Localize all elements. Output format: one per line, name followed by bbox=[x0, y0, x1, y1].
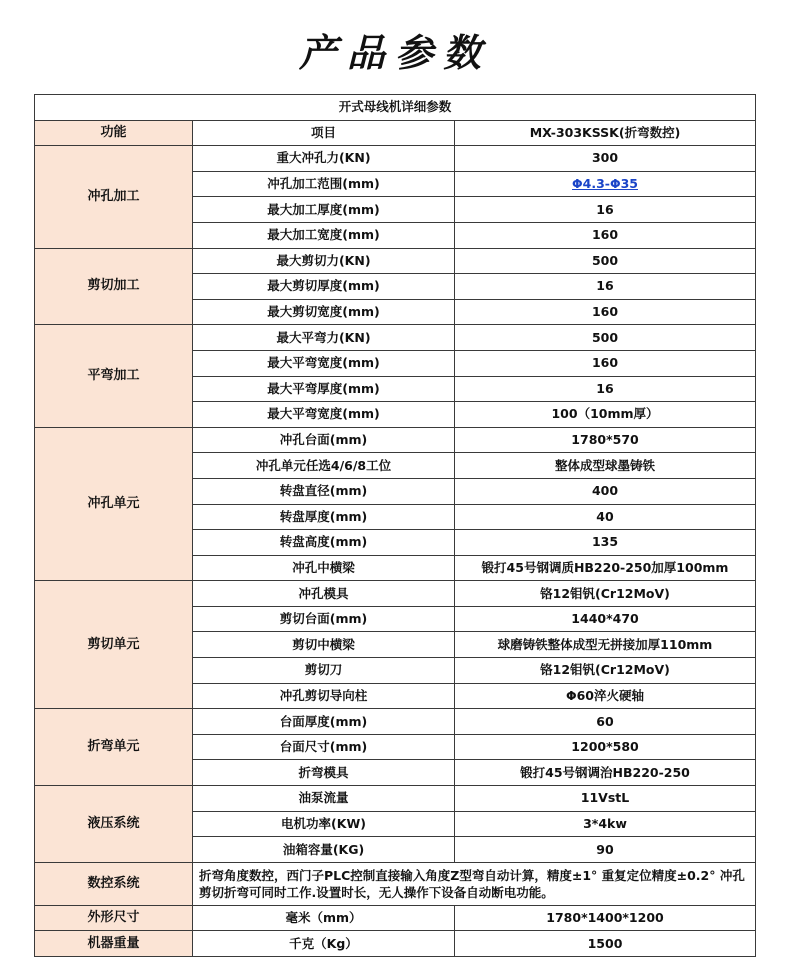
spec-value: 400 bbox=[455, 478, 756, 504]
spec-value: 500 bbox=[455, 248, 756, 274]
weight-row bbox=[35, 931, 756, 957]
cnc-row bbox=[35, 862, 756, 905]
spec-item: 最大剪切厚度(mm) bbox=[193, 274, 455, 300]
spec-item: 转盘厚度(mm) bbox=[193, 504, 455, 530]
spec-item: 冲孔模具 bbox=[193, 581, 455, 607]
spec-item: 最大剪切宽度(mm) bbox=[193, 299, 455, 325]
dimensions-value: 1780*1400*1200 bbox=[455, 905, 756, 931]
spec-value: 锻打45号钢调治HB220-250 bbox=[455, 760, 756, 786]
spec-item: 油泵流量 bbox=[193, 786, 455, 812]
group-label-dimensions: 外形尺寸 bbox=[35, 905, 193, 931]
spec-item: 冲孔单元任选4/6/8工位 bbox=[193, 453, 455, 479]
spec-value: 3*4kw bbox=[455, 811, 756, 837]
group-label: 冲孔加工 bbox=[35, 146, 193, 248]
table-row bbox=[35, 427, 756, 453]
column-header-function: 功能 bbox=[35, 120, 193, 146]
cnc-description: 折弯角度数控，西门子PLC控制直接输入角度Z型弯自动计算，精度±1° 重复定位精度±0.2° 冲孔剪切折弯可同时工作.设置时长，无人操作下设备自动断电功能。 bbox=[193, 862, 756, 905]
spec-value: 160 bbox=[455, 299, 756, 325]
spec-item: 台面尺寸(mm) bbox=[193, 734, 455, 760]
table-row bbox=[35, 786, 756, 812]
group-label: 液压系统 bbox=[35, 786, 193, 863]
dimensions-item: 毫米（mm） bbox=[193, 905, 455, 931]
table-row bbox=[35, 248, 756, 274]
group-label-weight: 机器重量 bbox=[35, 931, 193, 957]
page-title: 产品参数 bbox=[298, 31, 491, 75]
spec-value: 135 bbox=[455, 530, 756, 556]
spec-item: 冲孔剪切导向柱 bbox=[193, 683, 455, 709]
weight-value: 1500 bbox=[455, 931, 756, 957]
table-row bbox=[35, 146, 756, 172]
spec-value bbox=[455, 171, 756, 197]
spec-item: 剪切台面(mm) bbox=[193, 606, 455, 632]
spec-value: 1780*570 bbox=[455, 427, 756, 453]
spec-item: 最大加工宽度(mm) bbox=[193, 222, 455, 248]
spec-item: 最大平弯厚度(mm) bbox=[193, 376, 455, 402]
spec-value: 100（10mm厚） bbox=[455, 402, 756, 428]
spec-value: 整体成型球墨铸铁 bbox=[455, 453, 756, 479]
spec-item: 最大平弯力(KN) bbox=[193, 325, 455, 351]
table-row bbox=[35, 581, 756, 607]
punch-range-link[interactable]: Φ4.3-Φ35 bbox=[572, 176, 638, 192]
spec-item: 转盘高度(mm) bbox=[193, 530, 455, 556]
spec-value: 60 bbox=[455, 709, 756, 735]
column-header-model: MX-303KSSK(折弯数控) bbox=[455, 120, 756, 146]
spec-value: 160 bbox=[455, 222, 756, 248]
spec-value: 铬12钼钒(Cr12MoV) bbox=[455, 658, 756, 684]
spec-value: 300 bbox=[455, 146, 756, 172]
column-header-item: 项目 bbox=[193, 120, 455, 146]
spec-item: 最大加工厚度(mm) bbox=[193, 197, 455, 223]
spec-value: 16 bbox=[455, 376, 756, 402]
spec-item: 剪切刀 bbox=[193, 658, 455, 684]
spec-value: 球磨铸铁整体成型无拼接加厚110mm bbox=[455, 632, 756, 658]
spec-value: 16 bbox=[455, 197, 756, 223]
spec-item: 转盘直径(mm) bbox=[193, 478, 455, 504]
group-label: 剪切加工 bbox=[35, 248, 193, 325]
spec-item: 冲孔中横梁 bbox=[193, 555, 455, 581]
group-label-cnc: 数控系统 bbox=[35, 862, 193, 905]
spec-value: 1200*580 bbox=[455, 734, 756, 760]
spec-value: 160 bbox=[455, 350, 756, 376]
dimensions-row bbox=[35, 905, 756, 931]
spec-table bbox=[34, 94, 756, 957]
group-label: 折弯单元 bbox=[35, 709, 193, 786]
table-row bbox=[35, 325, 756, 351]
spec-item: 油箱容量(KG) bbox=[193, 837, 455, 863]
spec-item: 冲孔加工范围(mm) bbox=[193, 171, 455, 197]
spec-item: 台面厚度(mm) bbox=[193, 709, 455, 735]
spec-value: 500 bbox=[455, 325, 756, 351]
weight-item: 千克（Kg） bbox=[193, 931, 455, 957]
spec-item: 重大冲孔力(KN) bbox=[193, 146, 455, 172]
table-row bbox=[35, 709, 756, 735]
spec-item: 电机功率(KW) bbox=[193, 811, 455, 837]
header-row bbox=[35, 120, 756, 146]
spec-item: 折弯模具 bbox=[193, 760, 455, 786]
spec-item: 最大平弯宽度(mm) bbox=[193, 350, 455, 376]
group-label: 冲孔单元 bbox=[35, 427, 193, 581]
spec-item: 冲孔台面(mm) bbox=[193, 427, 455, 453]
spec-value: Φ60淬火硬轴 bbox=[455, 683, 756, 709]
spec-item: 最大剪切力(KN) bbox=[193, 248, 455, 274]
table-title: 开式母线机详细参数 bbox=[35, 95, 756, 121]
spec-item: 最大平弯宽度(mm) bbox=[193, 402, 455, 428]
spec-value: 11VstL bbox=[455, 786, 756, 812]
group-label: 平弯加工 bbox=[35, 325, 193, 427]
table-title-row bbox=[35, 95, 756, 121]
spec-value: 锻打45号钢调质HB220-250加厚100mm bbox=[455, 555, 756, 581]
spec-value: 16 bbox=[455, 274, 756, 300]
spec-value: 1440*470 bbox=[455, 606, 756, 632]
spec-value: 40 bbox=[455, 504, 756, 530]
spec-value: 铬12钼钒(Cr12MoV) bbox=[455, 581, 756, 607]
group-label: 剪切单元 bbox=[35, 581, 193, 709]
spec-item: 剪切中横梁 bbox=[193, 632, 455, 658]
spec-value: 90 bbox=[455, 837, 756, 863]
